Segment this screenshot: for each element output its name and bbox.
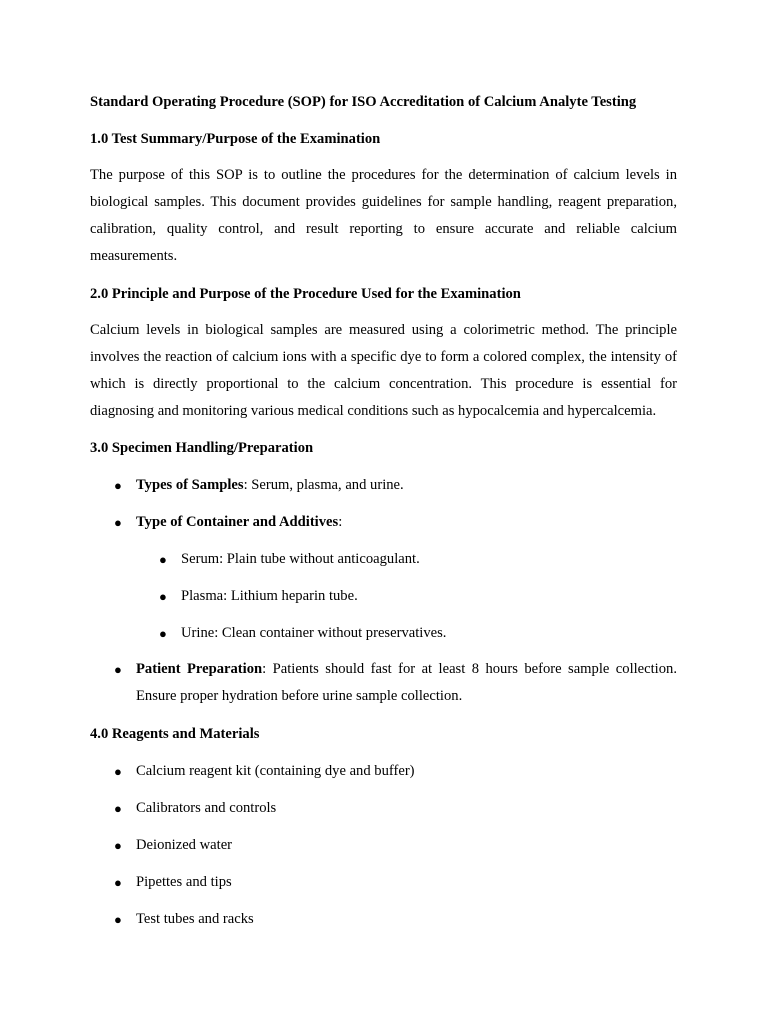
reagent-item-text: Test tubes and racks <box>136 911 254 927</box>
types-of-samples-label: Types of Samples <box>136 477 244 493</box>
bullet-icon: ● <box>159 589 167 604</box>
container-additives-text: : <box>338 514 343 530</box>
bullet-icon: ● <box>159 626 167 641</box>
section-2-body: Calcium levels in biological samples are measured using a colorimetric method. The principle involves the reaction of calcium ions with a specific dye to form a colored complex, the intensity of which is directly proportional to the calcium concentration. This procedure is essential for diagnosing and monitoring various medical conditions such as hypocalcemia and hypercalcemia. <box>90 322 677 419</box>
section-1-body: The purpose of this SOP is to outline the procedures for the determination of calcium levels in biological samples. This document provides guidelines for sample handling, reagent preparation, calibration, quality control, and result reporting to ensure accurate and reliable calcium measurements. <box>90 167 677 264</box>
container-additives-label: Type of Container and Additives <box>136 514 339 530</box>
bullet-icon: ● <box>114 838 122 853</box>
list-item-calibrators <box>114 795 677 822</box>
bullet-icon: ● <box>114 801 122 816</box>
bullet-icon: ● <box>114 478 122 493</box>
section-1-heading: 1.0 Test Summary/Purpose of the Examination <box>90 131 381 147</box>
bullet-icon: ● <box>114 912 122 927</box>
reagent-item-text: Pipettes and tips <box>136 874 232 890</box>
bullet-icon: ● <box>114 662 122 677</box>
reagent-item-text: Calibrators and controls <box>136 800 277 816</box>
patient-preparation-label: Patient Preparation <box>136 661 263 677</box>
serum-container-text: Serum: Plain tube without anticoagulant. <box>181 551 420 567</box>
document-title: Standard Operating Procedure (SOP) for ISO Accreditation of Calcium Analyte Testing <box>90 94 637 110</box>
list-item-pipettes <box>114 869 677 896</box>
reagent-item-text: Calcium reagent kit (containing dye and buffer) <box>136 763 415 779</box>
patient-preparation-text: : Patients should fast for at least 8 hours before sample collection. Ensure proper hydration before urine sample collection. <box>136 661 677 704</box>
list-item-test-tubes <box>114 906 677 933</box>
list-item-reagent-kit <box>114 758 677 785</box>
bullet-icon: ● <box>114 515 122 530</box>
section-3-heading: 3.0 Specimen Handling/Preparation <box>90 440 314 456</box>
list-item-types-of-samples <box>114 472 677 499</box>
bullet-icon: ● <box>159 552 167 567</box>
list-item-plasma <box>159 583 677 610</box>
section-2-heading: 2.0 Principle and Purpose of the Procedure Used for the Examination <box>90 286 521 302</box>
bullet-icon: ● <box>114 764 122 779</box>
urine-container-text: Urine: Clean container without preservatives. <box>181 625 447 641</box>
reagent-item-text: Deionized water <box>136 837 233 853</box>
bullet-icon: ● <box>114 875 122 890</box>
list-item-container-additives <box>114 509 677 536</box>
types-of-samples-text: : Serum, plasma, and urine. <box>243 477 404 493</box>
list-item-deionized-water <box>114 832 677 859</box>
plasma-container-text: Plasma: Lithium heparin tube. <box>181 588 358 604</box>
section-4-heading: 4.0 Reagents and Materials <box>90 726 260 742</box>
list-item-urine <box>159 620 677 647</box>
list-item-patient-preparation <box>114 656 677 710</box>
list-item-serum <box>159 546 677 573</box>
